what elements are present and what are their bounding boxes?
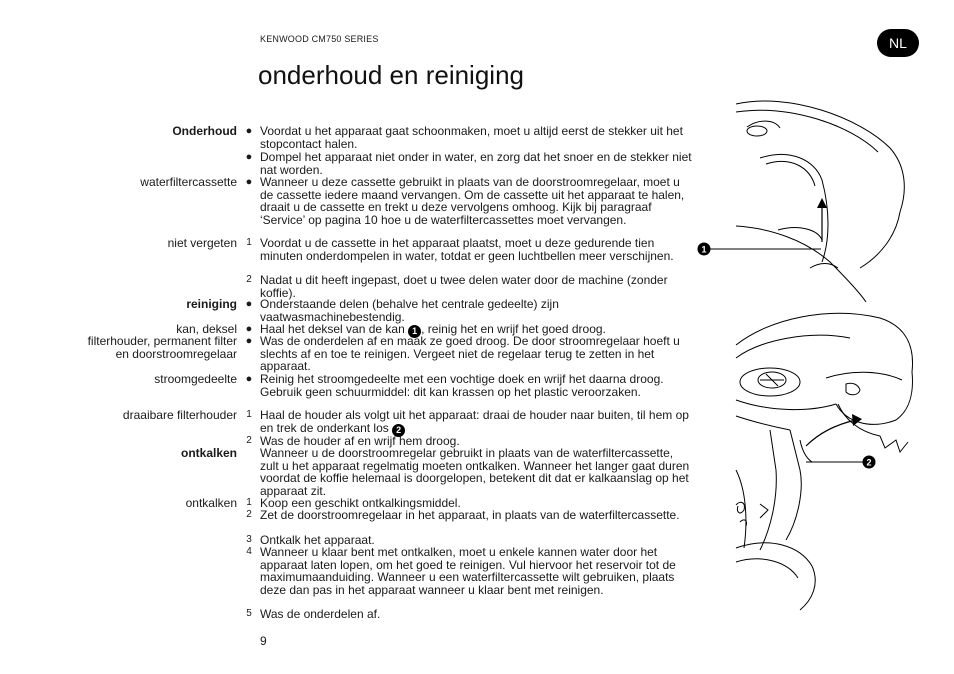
callout-2-label: 2	[866, 457, 872, 468]
bullet-marker: ●	[245, 298, 253, 310]
waterfiltercassette-text: Wanneer u deze cassette gebruikt in plaats van de doorstroomregelaar, moet u de cassette iedere maand vervangen. Om de cassette uit het apparaat te halen, draait u de cassette en trekt u deze vervolgens omhoog. Kijk bij paragraaf ‘Service’ op pagina 10 hoe u de waterfiltercassettes moet vervangen.	[260, 175, 685, 227]
stroomgedeelte-text: Reinig het stroomgedeelte met een vochtige doek en wrijf het daarna droog. Gebruik geen schuurmiddel: dit kan krassen op het plastic veroorzaken.	[260, 372, 664, 399]
filterhouder-text: Was de onderdelen af en maak ze goed droog. De door stroomregelaar hoeft u slechts af en toe te reinigen. Vergeet niet de regelaar terug te zetten in het apparaat.	[260, 334, 680, 373]
number-marker: 2	[246, 435, 252, 446]
number-marker: 1	[246, 497, 252, 508]
ontkalken-step-2: Zet de doorstroomregelaar in het apparaat, in plaats van de waterfiltercassette.	[260, 508, 680, 522]
language-badge: NL	[877, 29, 919, 57]
kan-deksel-text-end: , reinig het en wrijf het goed droog.	[421, 322, 606, 336]
reiniging-text: Onderstaande delen (behalve het centrale gedeelte) zijn vaatwasmachinebestendig.	[260, 297, 559, 324]
niet-vergeten-step-1: Voordat u de cassette in het apparaat plaatst, moet u deze gedurende tien minuten onderdompelen in water, totdat er geen luchtbellen meer verschijnen.	[260, 236, 674, 263]
label-onderhoud: Onderhoud	[172, 124, 237, 138]
callout-1-inline: 1	[408, 325, 421, 338]
ontkalken-step-3: Ontkalk het apparaat.	[260, 533, 375, 547]
number-marker: 1	[246, 409, 252, 420]
ontkalken-step-5: Was de onderdelen af.	[260, 607, 381, 621]
jug-lid-illustration	[736, 101, 904, 302]
bullet-marker: ●	[245, 151, 253, 163]
bullet-marker: ●	[245, 373, 253, 385]
onderhoud-bullet-1: Voordat u het apparaat gaat schoonmaken, moet u altijd eerst de stekker uit het stopcontact halen.	[260, 124, 683, 151]
label-niet-vergeten: niet vergeten	[167, 236, 237, 250]
label-filterhouder: filterhouder, permanent filter	[87, 334, 237, 348]
niet-vergeten-step-2: Nadat u dit heeft ingepast, doet u twee delen water door de machine (zonder koffie).	[260, 273, 668, 300]
filterhouder-step-1-text: Haal de houder als volgt uit het apparaat: draai de houder naar buiten, til hem op en trek de onderkant los	[260, 408, 689, 435]
kan-deksel-text-start: Haal het deksel van de kan	[260, 322, 405, 336]
label-ontkalken: ontkalken	[185, 496, 237, 510]
swing-arrow	[806, 414, 862, 446]
bullet-marker: ●	[245, 125, 253, 137]
number-marker: 4	[246, 546, 252, 557]
label-doorstroomregelaar: en doorstroomregelaar	[115, 347, 237, 361]
number-marker: 2	[246, 274, 252, 285]
callout-2-inline: 2	[392, 424, 405, 437]
bullet-marker: ●	[245, 176, 253, 188]
label-draaibare-filterhouder: draaibare filterhouder	[122, 408, 237, 422]
bullet-marker: ●	[245, 335, 253, 347]
page-number: 9	[260, 634, 267, 648]
number-marker: 3	[246, 534, 252, 545]
page-title: onderhoud en reiniging	[258, 60, 524, 90]
ontkalken-step-1: Koop een geschikt ontkalkingsmiddel.	[260, 496, 461, 510]
number-marker: 2	[246, 509, 252, 520]
series-header: KENWOOD CM750 SERIES	[260, 34, 379, 44]
onderhoud-bullet-2: Dompel het apparaat niet onder in water, en zorg dat het snoer en de stekker niet nat worden.	[260, 150, 692, 177]
label-kan-deksel: kan, deksel	[176, 322, 237, 336]
number-marker: 1	[246, 237, 252, 248]
ontkalken-intro: Wanneer u de doorstroomregelar gebruikt in plaats van de waterfiltercassette, zult u het apparaat regelmatig moeten ontkalken. Wanneer het langer gaat duren voordat de koffie helemaal is doorgelopen, betekent dit dat er kalkaanslag op het apparaat zit.	[260, 446, 690, 498]
label-waterfiltercassette: waterfiltercassette	[140, 175, 237, 189]
ontkalken-step-4: Wanneer u klaar bent met ontkalken, moet u enkele kannen water door het apparaat laten lopen, om het goed te reinigen. Vul hiervoor het reservoir tot de maximumaanduiding. Wanneer u een waterfiltercassette wilt gebruiken, plaats deze dan pas in het apparaat wanneer u klaar bent met reinigen.	[260, 545, 676, 597]
number-marker: 5	[246, 608, 252, 619]
label-ontkalken-heading: ontkalken	[180, 446, 237, 460]
bullet-marker: ●	[245, 323, 253, 335]
callout-1-label: 1	[701, 244, 707, 255]
label-reiniging: reiniging	[186, 297, 237, 311]
filterhouder-step-2: Was de houder af en wrijf hem droog.	[260, 434, 460, 448]
label-stroomgedeelte: stroomgedeelte	[154, 372, 237, 386]
